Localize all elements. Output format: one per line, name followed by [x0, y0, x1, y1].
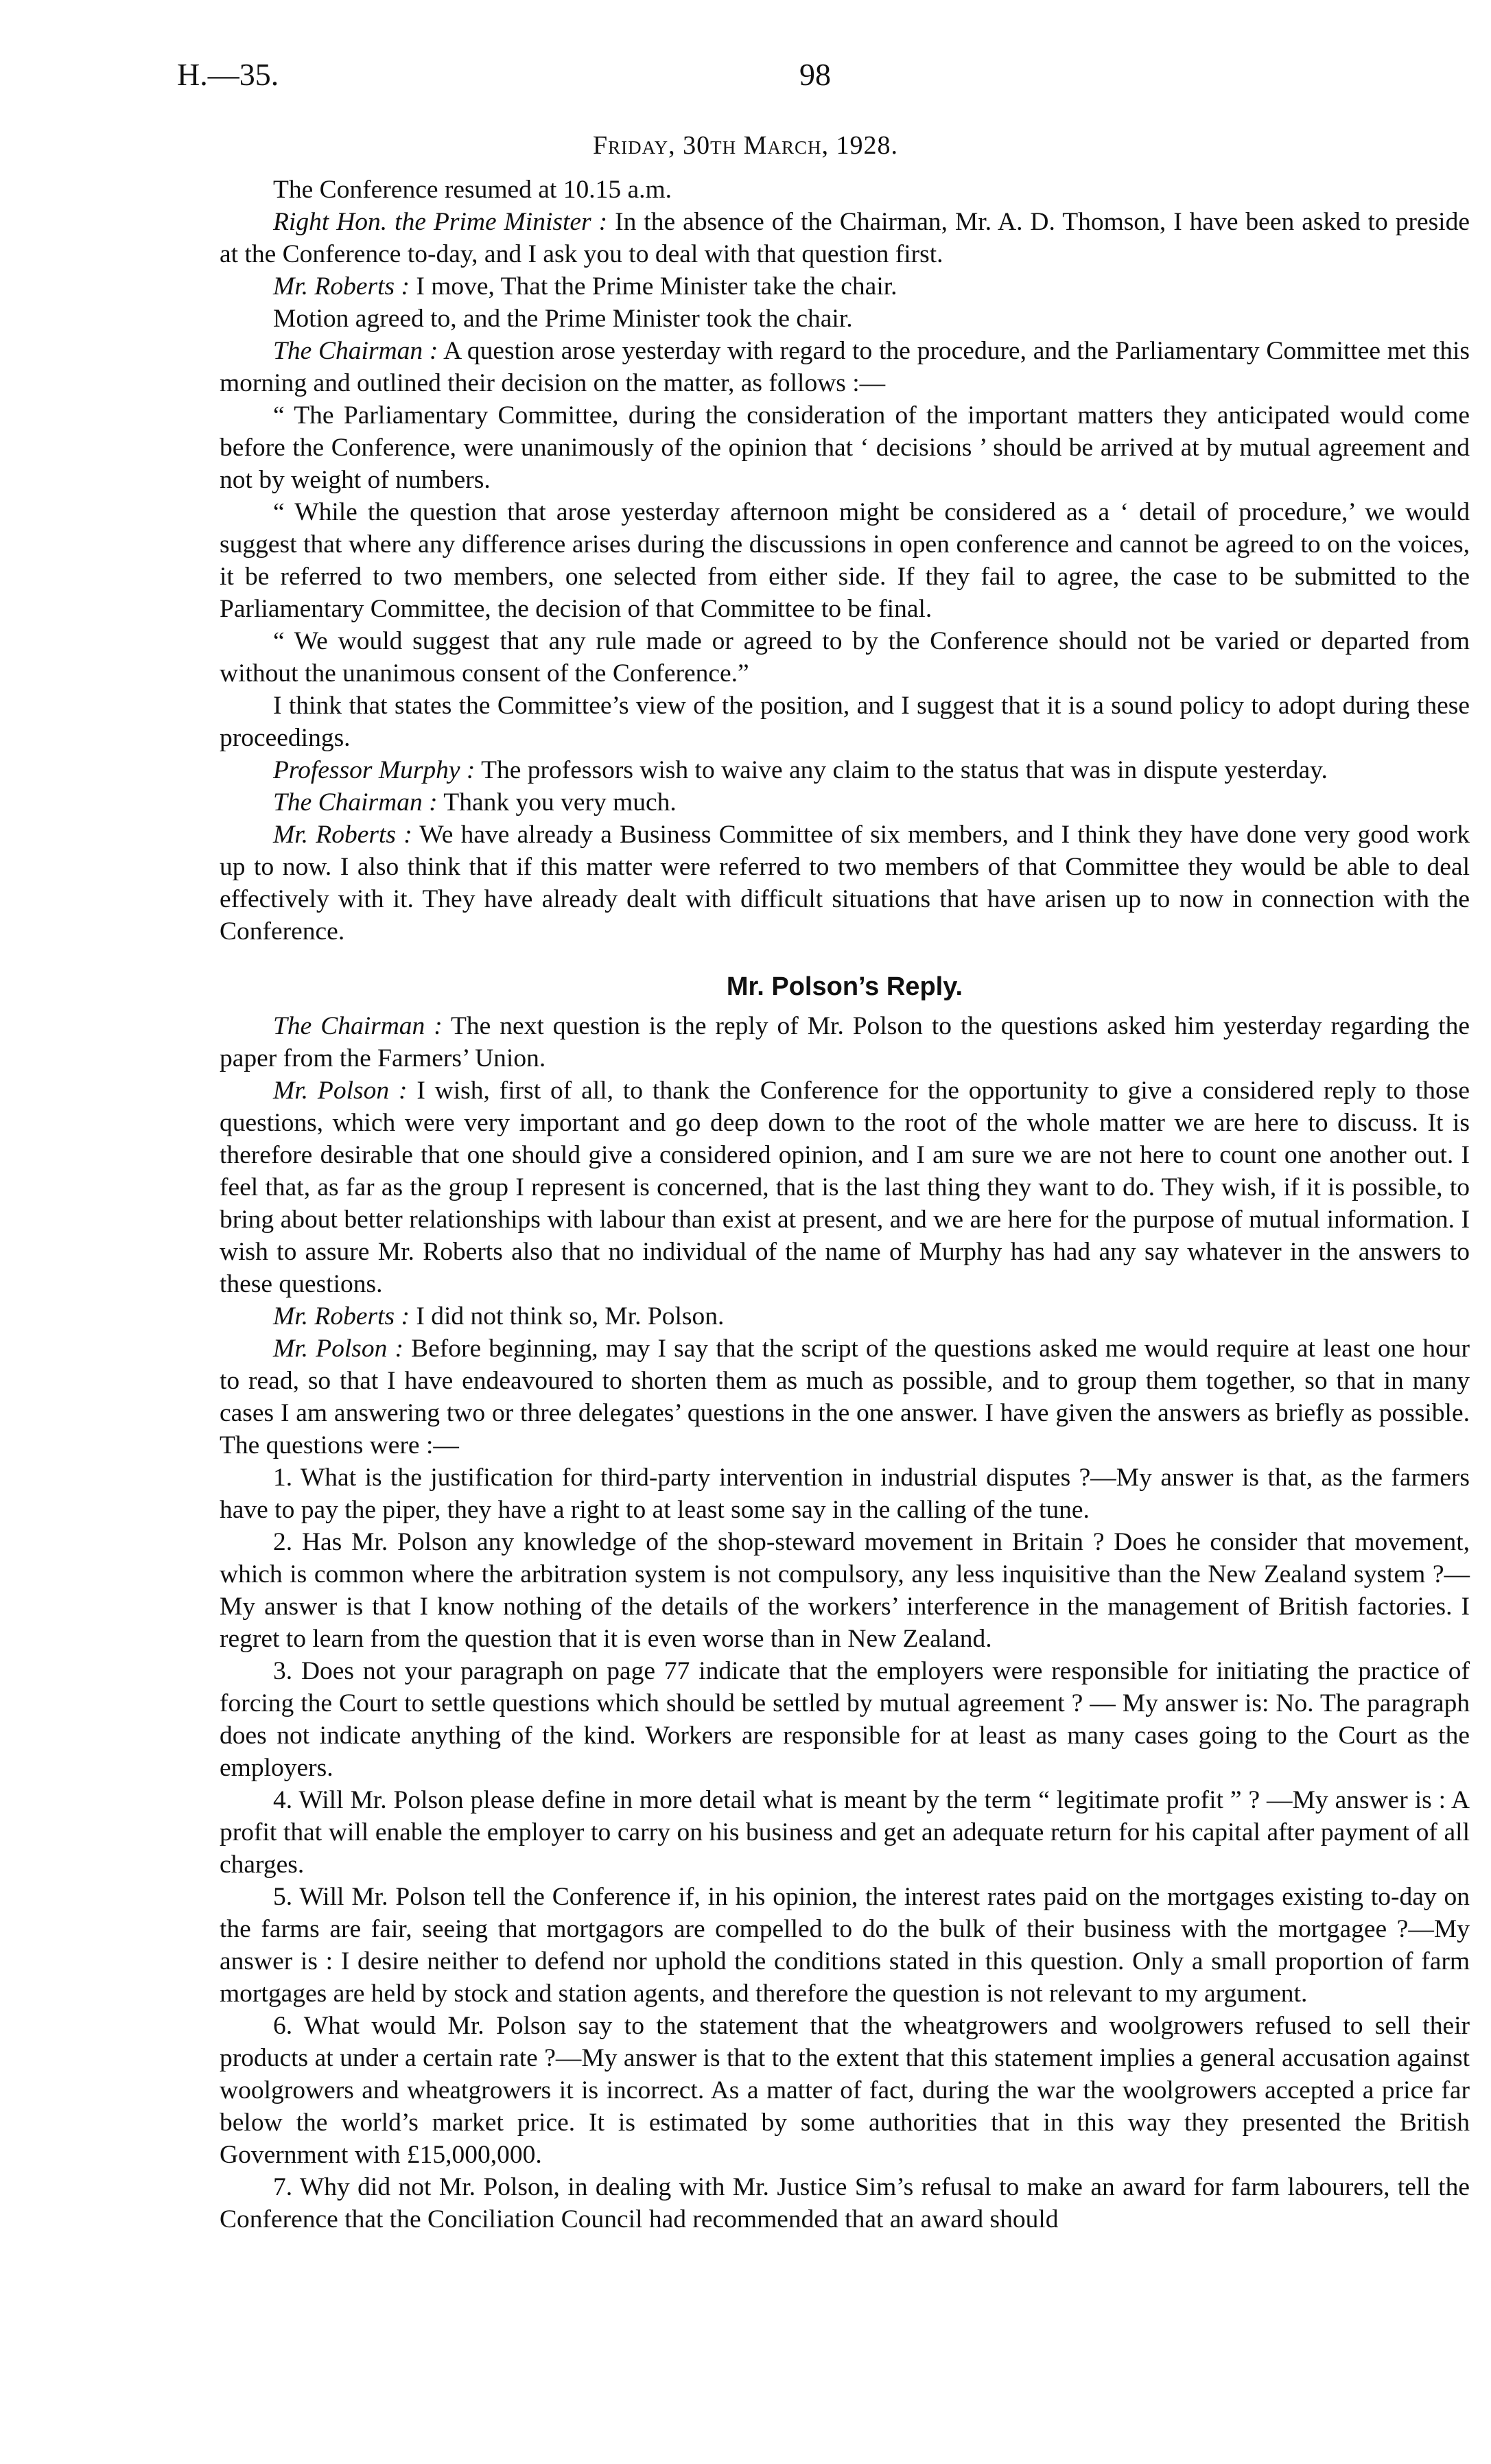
- paragraph: [220, 1010, 1470, 1075]
- section-polson-reply: [220, 1010, 1470, 2236]
- paragraph-text: 2. Has Mr. Polson any knowledge of the shop-steward movement in Britain ? Does he consider that movement, which is common where the arbitration system is not compulsory, any less inquisitive than the New Zealand system ?—My answer is that I know nothing of the details of the workers’ interference in the management of British factories. I regret to learn from the question that it is even worse than in New Zealand.: [220, 1528, 1470, 1653]
- speaker-name: Mr. Roberts :: [273, 272, 410, 301]
- paragraph: [220, 690, 1470, 754]
- speaker-name: Mr. Polson :: [273, 1335, 403, 1363]
- speaker-name: The Chairman :: [273, 788, 438, 817]
- speaker-name: The Chairman :: [273, 337, 438, 365]
- paragraph: [220, 754, 1470, 786]
- section-proceedings: [220, 174, 1470, 948]
- paragraph-text: 6. What would Mr. Polson say to the statement that the wheatgrowers and woolgrowers refused to sell their products at under a certain rate ?—My answer is that to the extent that this statement implies a general accusation against woolgrowers and wheatgrowers it is incorrect. As a matter of fact, during the war the woolgrowers accepted a price far below the world’s market price. It is estimated by some authorities that in this way they presented the British Government with £15,000,000.: [220, 2012, 1470, 2169]
- paragraph-text: Motion agreed to, and the Prime Minister took the chair.: [273, 305, 853, 333]
- paragraph-text: “ The Parliamentary Committee, during the consideration of the important matters they anticipated would come before the Conference, were unanimously of the opinion that ‘ decisions ’ should be arrived at by mutual agreement and not by weight of numbers.: [220, 401, 1470, 494]
- section-heading: Mr. Polson’s Reply.: [726, 972, 963, 1001]
- paragraph-text: “ We would suggest that any rule made or agreed to by the Conference should not be varied or departed from without the unanimous consent of the Conference.”: [220, 627, 1470, 688]
- paragraph-text: 1. What is the justification for third-party intervention in industrial disputes ?—My answer is that, as the farmers have to pay the piper, they have a right to at least some say in the calling of the tune.: [220, 1464, 1470, 1524]
- paragraph: [220, 1333, 1470, 1462]
- paragraph-text: “ While the question that arose yesterday afternoon might be considered as a ‘ detail of procedure,’ we would suggest that where any difference arises during the discussions in open conference and cannot be agreed to on the voices, it be referred to two members, one selected from either side. If they fail to agree, the case to be submitted to the Parliamentary Committee, the decision of that Committee to be final.: [220, 498, 1470, 623]
- paragraph-text: I think that states the Committee’s view of the position, and I suggest that it is a sound policy to adopt during these proceedings.: [220, 692, 1470, 752]
- speaker-name: Professor Murphy :: [273, 756, 476, 784]
- paragraph-text: 3. Does not your paragraph on page 77 indicate that the employers were responsible for initiating the practice of forcing the Court to settle questions which should be settled by mutual agreement ? — My answer is: No. The paragraph does not indicate anything of the kind. Workers are responsible for at least as many cases going to the Court as the employers.: [220, 1657, 1470, 1782]
- paragraph-text: In the absence of the Chairman, Mr. A. D. Thomson, I have been asked to preside at the Conference to-day, and I ask you to deal with that question first.: [220, 208, 1470, 268]
- paragraph: [220, 1462, 1470, 1526]
- paragraph: [220, 786, 1470, 819]
- paragraph-text: The professors wish to waive any claim to the status that was in dispute yesterday.: [475, 756, 1328, 784]
- document-body: [220, 174, 1470, 2236]
- document-reference: H.—35.: [177, 57, 279, 92]
- speaker-name: Mr. Roberts :: [273, 1302, 410, 1330]
- paragraph-text: I wish, first of all, to thank the Conference for the opportunity to give a considered reply to those questions, which were very important and go deep down to the root of the whole matter we are here to discuss. It is therefore desirable that one should give a considered opinion, and I am sure we are not here to count one another out. I feel that, as far as the group I represent is concerned, that is the last thing they want to do. They wish, if it is possible, to bring about better relationships with labour than exist at present, and we are here for the purpose of mutual information. I wish to assure Mr. Roberts also that no individual of the name of Murphy has had any say whatever in the answers to these questions.: [220, 1077, 1470, 1298]
- paragraph-text: A question arose yesterday with regard to the procedure, and the Parliamentary Committee met this morning and outlined their decision on the matter, as follows :—: [220, 337, 1470, 397]
- paragraph-text: Thank you very much.: [437, 788, 677, 817]
- paragraph-text: I move, That the Prime Minister take the chair.: [409, 272, 897, 301]
- date-heading: Friday, 30th March, 1928.: [593, 131, 898, 160]
- paragraph: [220, 1300, 1470, 1333]
- paragraph-text: The next question is the reply of Mr. Polson to the questions asked him yesterday regarding the paper from the Farmers’ Union.: [220, 1012, 1470, 1072]
- paragraph: [220, 1526, 1470, 1655]
- paragraph-text: 7. Why did not Mr. Polson, in dealing with Mr. Justice Sim’s refusal to make an award for farm labourers, tell the Conference that the Conciliation Council had recommended that an award should: [220, 2173, 1470, 2233]
- page-number: 98: [799, 57, 831, 92]
- paragraph: [220, 1075, 1470, 1300]
- paragraph: [220, 1655, 1470, 1784]
- paragraph: [220, 819, 1470, 948]
- paragraph-text: 5. Will Mr. Polson tell the Conference if, in his opinion, the interest rates paid on the mortgages existing to-day on the farms are fair, seeing that mortgagors are compelled to do the bulk of their business with the mortgagee ?—My answer is : I desire neither to defend nor uphold the conditions stated in this question. Only a small proportion of farm mortgages are held by stock and station agents, and therefore the question is not relevant to my argument.: [220, 1883, 1470, 2008]
- paragraph: [220, 206, 1470, 270]
- paragraph: [220, 496, 1470, 625]
- paragraph-text: Before beginning, may I say that the script of the questions asked me would require at least one hour to read, so that I have endeavoured to shorten them as much as possible, and to group them together, so that in many cases I am answering two or three delegates’ questions in the one answer. I have given the answers as briefly as possible. The questions were :—: [220, 1335, 1470, 1459]
- paragraph-text: 4. Will Mr. Polson please define in more detail what is meant by the term “ legitimate profit ” ? —My answer is : A profit that will enable the employer to carry on his business and get an adequate return for his capital after payment of all charges.: [220, 1786, 1470, 1879]
- paragraph: [220, 303, 1470, 335]
- paragraph: [220, 1784, 1470, 1881]
- paragraph: [220, 2010, 1470, 2171]
- speaker-name: Right Hon. the Prime Minister :: [273, 208, 608, 236]
- paragraph-text: I did not think so, Mr. Polson.: [409, 1302, 725, 1330]
- paragraph: [220, 270, 1470, 303]
- paragraph: [220, 2171, 1470, 2236]
- paragraph: [220, 335, 1470, 399]
- paragraph: [220, 625, 1470, 690]
- speaker-name: Mr. Roberts :: [273, 821, 412, 849]
- speaker-name: Mr. Polson :: [273, 1077, 408, 1105]
- paragraph-text: The Conference resumed at 10.15 a.m.: [273, 176, 672, 204]
- speaker-name: The Chairman :: [273, 1012, 443, 1040]
- paragraph: [220, 399, 1470, 496]
- paragraph: [220, 174, 1470, 206]
- paragraph-text: We have already a Business Committee of six members, and I think they have done very good work up to now. I also think that if this matter were referred to two members of that Committee they would be able to deal effectively with it. They have already dealt with difficult situations that have arisen up to now in connection with the Conference.: [220, 821, 1470, 946]
- paragraph: [220, 1881, 1470, 2010]
